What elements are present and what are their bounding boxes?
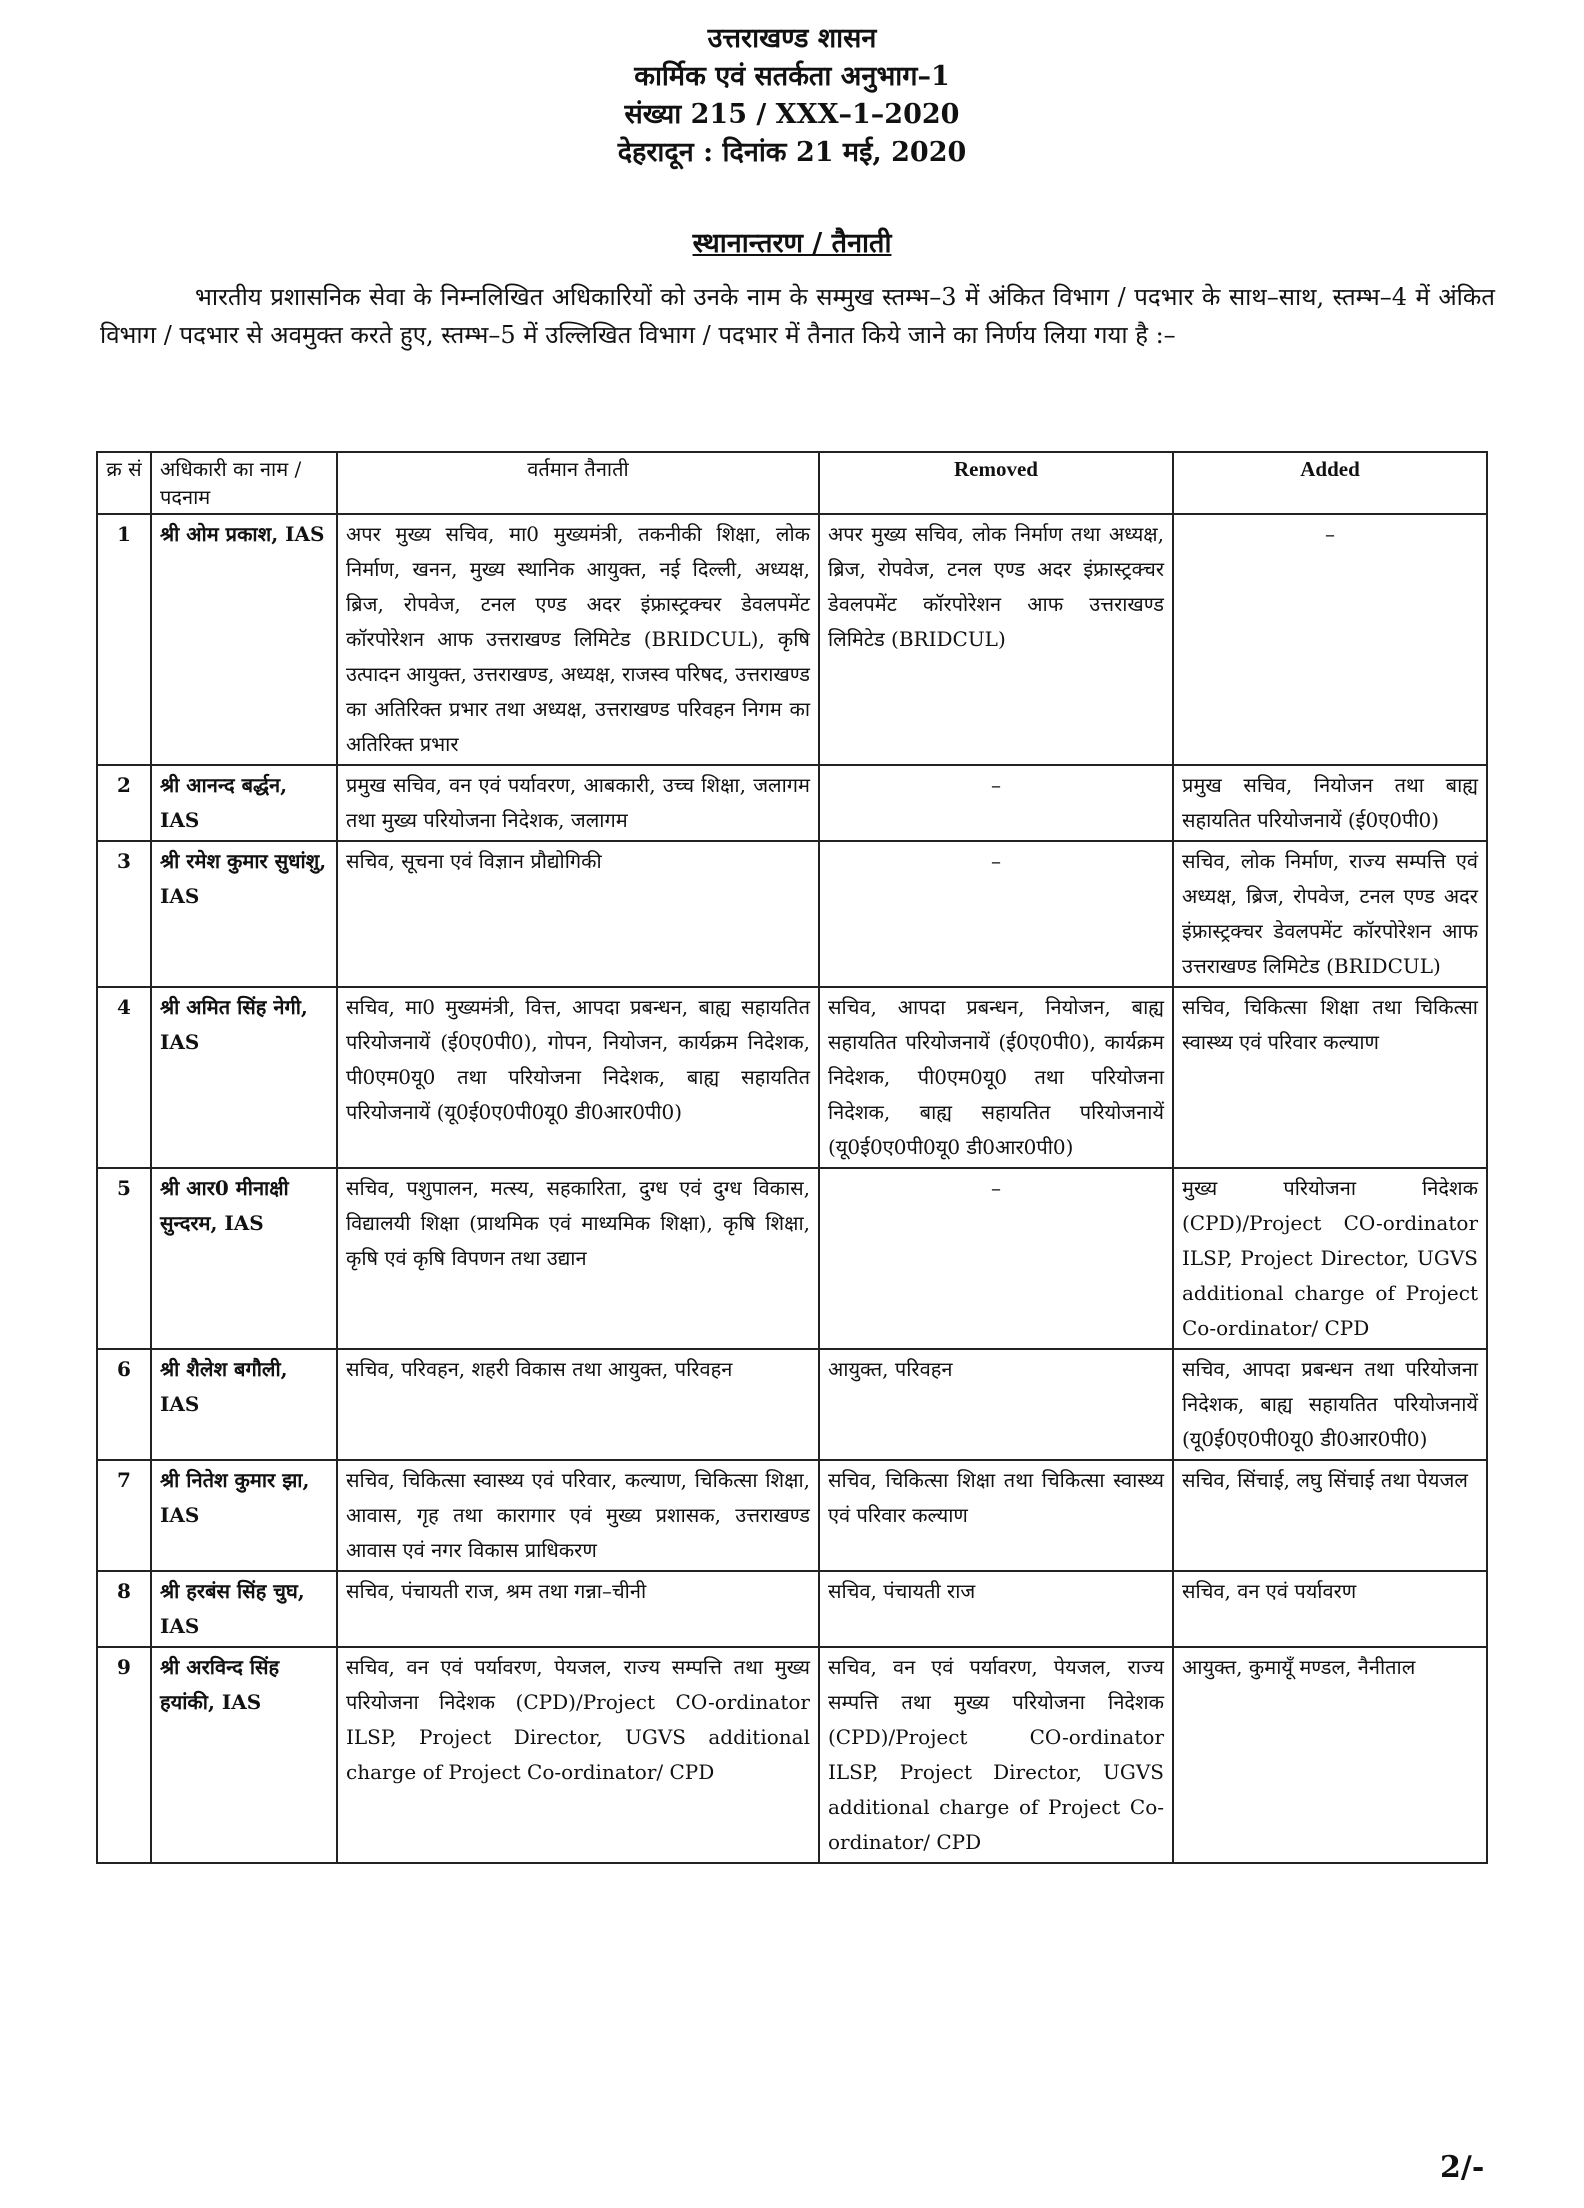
officer-name-cell: श्री नितेश कुमार झा, IAS [151,1460,337,1571]
removed-cell: सचिव, पंचायती राज [819,1571,1173,1647]
removed-cell: सचिव, वन एवं पर्यावरण, पेयजल, राज्य सम्पत्ति तथा मुख्य परियोजना निदेशक (CPD)/Project CO-ordinator ILSP, Project Director, UGVS additional charge of Project Co-ordinator/ CPD [819,1647,1173,1863]
officer-name-cell: श्री रमेश कुमार सुधांशु, IAS [151,841,337,987]
current-posting-cell: सचिव, पशुपालन, मत्स्य, सहकारिता, दुग्ध एवं दुग्ध विकास, विद्यालयी शिक्षा (प्राथमिक एवं माध्यमिक शिक्षा), कृषि शिक्षा, कृषि एवं कृषि विपणन तथा उद्यान [337,1168,819,1349]
serial-cell: 3 [97,841,151,987]
officer-name-cell: श्री हरबंस सिंह चुघ, IAS [151,1571,337,1647]
added-cell: सचिव, सिंचाई, लघु सिंचाई तथा पेयजल [1173,1460,1487,1571]
removed-cell: सचिव, चिकित्सा शिक्षा तथा चिकित्सा स्वास्थ्य एवं परिवार कल्याण [819,1460,1173,1571]
intro-paragraph: भारतीय प्रशासनिक सेवा के निम्नलिखित अधिकारियों को उनके नाम के सम्मुख स्तम्भ–3 में अंकित विभाग / पदभार के साथ–साथ, स्तम्भ–4 में अंकित विभाग / पदभार से अवमुक्त करते हुए, स्तम्भ–5 में उल्लिखित विभाग / पदभार में तैनात किये जाने का निर्णय लिया गया है :– [100,283,1495,349]
added-cell: प्रमुख सचिव, नियोजन तथा बाह्य सहायतित परियोजनायें (ई0ए0पी0) [1173,765,1487,841]
table-row [97,1460,1487,1571]
serial-cell: 5 [97,1168,151,1349]
removed-cell: – [819,1168,1173,1349]
officer-name-cell: श्री आर0 मीनाक्षी सुन्दरम, IAS [151,1168,337,1349]
added-cell: सचिव, वन एवं पर्यावरण [1173,1571,1487,1647]
removed-cell: – [819,841,1173,987]
removed-cell: अपर मुख्य सचिव, लोक निर्माण तथा अध्यक्ष, ब्रिज, रोपवेज, टनल एण्ड अदर इंफ्रास्ट्रक्चर डेवलपमेंट कॉरपोरेशन आफ उत्तराखण्ड लिमिटेड (BRIDCUL) [819,514,1173,765]
removed-cell: सचिव, आपदा प्रबन्धन, नियोजन, बाह्य सहायतित परियोजनायें (ई0ए0पी0), कार्यक्रम निदेशक, पी0एम0यू0 तथा परियोजना निदेशक, बाह्य सहायतित परियोजनायें (यू0ई0ए0पी0यू0 डी0आर0पी0) [819,987,1173,1168]
table-row [97,765,1487,841]
current-posting-cell: सचिव, परिवहन, शहरी विकास तथा आयुक्त, परिवहन [337,1349,819,1460]
removed-cell: आयुक्त, परिवहन [819,1349,1173,1460]
current-posting-cell: सचिव, सूचना एवं विज्ञान प्रौद्योगिकी [337,841,819,987]
serial-cell: 6 [97,1349,151,1460]
current-posting-cell: सचिव, मा0 मुख्यमंत्री, वित्त, आपदा प्रबन्धन, बाह्य सहायतित परियोजनायें (ई0ए0पी0), गोपन, नियोजन, कार्यक्रम निदेशक, पी0एम0यू0 तथा परियोजना निदेशक, बाह्य सहायतित परियोजनायें (यू0ई0ए0पी0यू0 डी0आर0पी0) [337,987,819,1168]
document-header [0,20,1584,172]
current-posting-cell: सचिव, वन एवं पर्यावरण, पेयजल, राज्य सम्पत्ति तथा मुख्य परियोजना निदेशक (CPD)/Project CO-ordinator ILSP, Project Director, UGVS additional charge of Project Co-ordinator/ CPD [337,1647,819,1863]
header-removed: Removed [819,452,1173,514]
table-row [97,987,1487,1168]
subject-line [0,223,1584,260]
header-officer-name: अधिकारी का नाम / पदनाम [151,452,337,514]
officer-name-cell: श्री अरविन्द सिंह हयांकी, IAS [151,1647,337,1863]
current-posting-cell: प्रमुख सचिव, वन एवं पर्यावरण, आबकारी, उच्च शिक्षा, जलागम तथा मुख्य परियोजना निदेशक, जलागम [337,765,819,841]
serial-cell: 1 [97,514,151,765]
header-serial: क्र सं [97,452,151,514]
added-cell: सचिव, आपदा प्रबन्धन तथा परियोजना निदेशक, बाह्य सहायतित परियोजनायें (यू0ई0ए0पी0यू0 डी0आर0पी0) [1173,1349,1487,1460]
added-cell: मुख्य परियोजना निदेशक (CPD)/Project CO-ordinator ILSP, Project Director, UGVS additional charge of Project Co-ordinator/ CPD [1173,1168,1487,1349]
transfer-table [96,451,1488,1864]
subject-text: स्थानान्तरण / तैनाती [692,228,892,259]
current-posting-cell: अपर मुख्य सचिव, मा0 मुख्यमंत्री, तकनीकी शिक्षा, लोक निर्माण, खनन, मुख्य स्थानिक आयुक्त, नई दिल्ली, अध्यक्ष, ब्रिज, रोपवेज, टनल एण्ड अदर इंफ्रास्ट्रक्चर डेवलपमेंट कॉरपोरेशन आफ उत्तराखण्ड लिमिटेड (BRIDCUL), कृषि उत्पादन आयुक्त, उत्तराखण्ड, अध्यक्ष, राजस्व परिषद, उत्तराखण्ड का अतिरिक्त प्रभार तथा अध्यक्ष, उत्तराखण्ड परिवहन निगम का अतिरिक्त प्रभार [337,514,819,765]
table-row [97,1168,1487,1349]
serial-cell: 7 [97,1460,151,1571]
header-current-posting: वर्तमान तैनाती [337,452,819,514]
header-government: उत्तराखण्ड शासन [707,23,877,54]
table-header-row [97,452,1487,514]
serial-cell: 4 [97,987,151,1168]
added-cell: सचिव, लोक निर्माण, राज्य सम्पत्ति एवं अध्यक्ष, ब्रिज, रोपवेज, टनल एण्ड अदर इंफ्रास्ट्रक्चर डेवलपमेंट कॉरपोरेशन आफ उत्तराखण्ड लिमिटेड (BRIDCUL) [1173,841,1487,987]
added-cell: – [1173,514,1487,765]
table-row [97,1349,1487,1460]
header-place-date: देहरादून : दिनांक 21 मई, 2020 [617,137,967,168]
serial-cell: 2 [97,765,151,841]
page-continuation-marker: 2/- [1440,2150,1485,2185]
serial-cell: 8 [97,1571,151,1647]
table-row [97,1571,1487,1647]
header-department: कार्मिक एवं सतर्कता अनुभाग–1 [634,61,950,92]
officer-name-cell: श्री ओम प्रकाश, IAS [151,514,337,765]
serial-cell: 9 [97,1647,151,1863]
officer-name-cell: श्री अमित सिंह नेगी, IAS [151,987,337,1168]
removed-cell: – [819,765,1173,841]
table-row [97,514,1487,765]
table-row [97,1647,1487,1863]
officer-name-cell: श्री आनन्द बर्द्धन, IAS [151,765,337,841]
added-cell: आयुक्त, कुमायूँ मण्डल, नैनीताल [1173,1647,1487,1863]
added-cell: सचिव, चिकित्सा शिक्षा तथा चिकित्सा स्वास्थ्य एवं परिवार कल्याण [1173,987,1487,1168]
header-added: Added [1173,452,1487,514]
officer-name-cell: श्री शैलेश बगौली, IAS [151,1349,337,1460]
header-reference-number: संख्या 215 / XXX–1–2020 [624,99,960,130]
current-posting-cell: सचिव, पंचायती राज, श्रम तथा गन्ना–चीनी [337,1571,819,1647]
table-row [97,841,1487,987]
current-posting-cell: सचिव, चिकित्सा स्वास्थ्य एवं परिवार, कल्याण, चिकित्सा शिक्षा, आवास, गृह तथा कारागार एवं मुख्य प्रशासक, उत्तराखण्ड आवास एवं नगर विकास प्राधिकरण [337,1460,819,1571]
